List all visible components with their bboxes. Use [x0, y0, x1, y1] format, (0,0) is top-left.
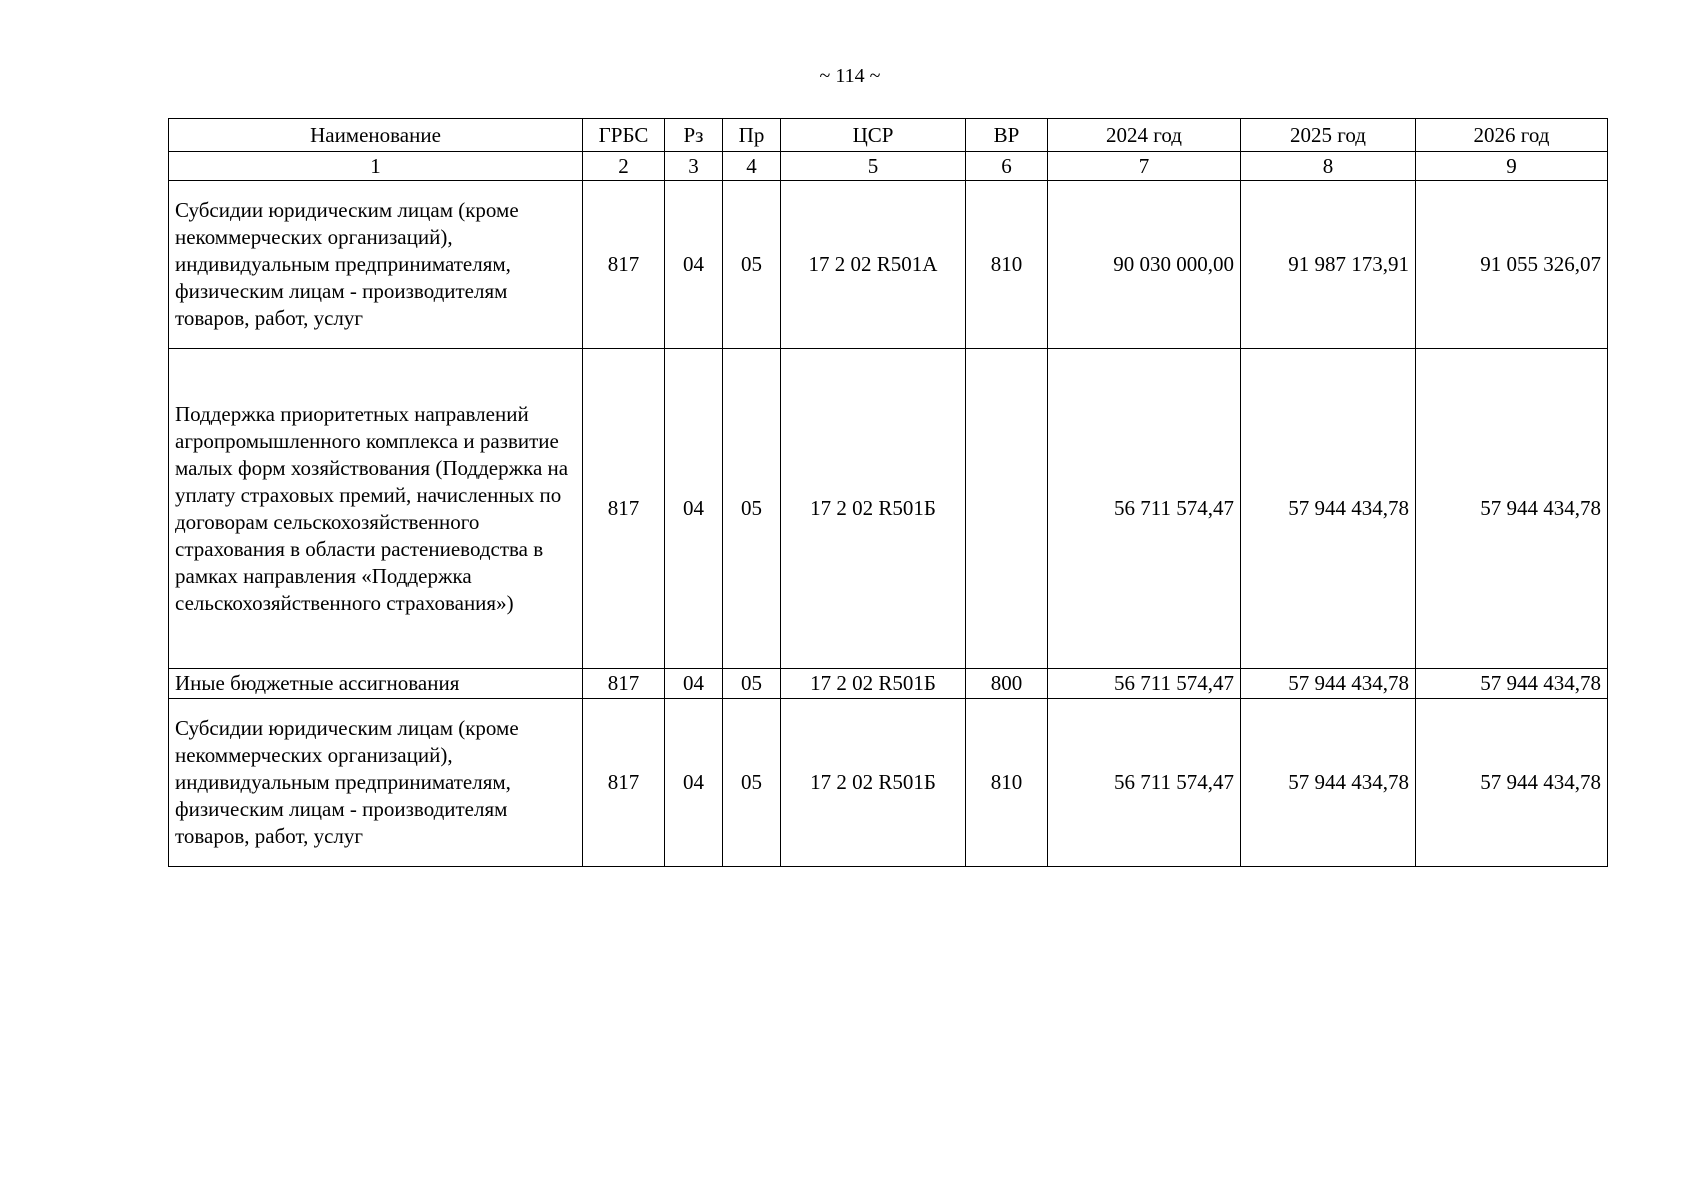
- row-amount-2024: 56 711 574,47: [1048, 349, 1241, 669]
- column-number-row: [169, 152, 1608, 181]
- column-number: 8: [1241, 152, 1416, 181]
- row-rz: 04: [665, 349, 723, 669]
- row-rz: 04: [665, 699, 723, 867]
- column-number: 2: [583, 152, 665, 181]
- row-name: Иные бюджетные ассигнования: [169, 669, 583, 699]
- row-name: Субсидии юридическим лицам (кроме некоммерческих организаций), индивидуальным предпринимателям, физическим лицам - производителям товаров, работ, услуг: [169, 181, 583, 349]
- row-csr: 17 2 02 R501Б: [781, 669, 966, 699]
- row-grbs: 817: [583, 349, 665, 669]
- column-number: 7: [1048, 152, 1241, 181]
- header-rz: Рз: [665, 119, 723, 152]
- row-amount-2024: 56 711 574,47: [1048, 669, 1241, 699]
- header-row: [169, 119, 1608, 152]
- budget-table: [168, 118, 1608, 867]
- row-csr: 17 2 02 R501А: [781, 181, 966, 349]
- header-2026: 2026 год: [1416, 119, 1608, 152]
- header-2024: 2024 год: [1048, 119, 1241, 152]
- row-rz: 04: [665, 669, 723, 699]
- row-amount-2026: 91 055 326,07: [1416, 181, 1608, 349]
- row-vr: 810: [966, 699, 1048, 867]
- row-grbs: 817: [583, 181, 665, 349]
- row-pr: 05: [723, 349, 781, 669]
- row-amount-2026: 57 944 434,78: [1416, 669, 1608, 699]
- row-grbs: 817: [583, 699, 665, 867]
- column-number: 3: [665, 152, 723, 181]
- column-number: 5: [781, 152, 966, 181]
- column-number: 4: [723, 152, 781, 181]
- row-amount-2025: 57 944 434,78: [1241, 669, 1416, 699]
- table-row: [169, 349, 1608, 669]
- table-row: [169, 699, 1608, 867]
- row-amount-2025: 57 944 434,78: [1241, 349, 1416, 669]
- page-number: ~ 114 ~: [819, 65, 881, 87]
- row-vr: 800: [966, 669, 1048, 699]
- row-name: Поддержка приоритетных направлений агропромышленного комплекса и развитие малых форм хозяйствования (Поддержка на уплату страховых премий, начисленных по договорам сельскохозяйственного страхования в области растениеводства в рамках направления «Поддержка сельскохозяйственного страхования»): [169, 349, 583, 669]
- row-pr: 05: [723, 669, 781, 699]
- header-csr: ЦСР: [781, 119, 966, 152]
- header-2025: 2025 год: [1241, 119, 1416, 152]
- row-amount-2024: 90 030 000,00: [1048, 181, 1241, 349]
- row-csr: 17 2 02 R501Б: [781, 699, 966, 867]
- row-vr: 810: [966, 181, 1048, 349]
- table-row: [169, 181, 1608, 349]
- row-csr: 17 2 02 R501Б: [781, 349, 966, 669]
- row-pr: 05: [723, 699, 781, 867]
- column-number: 1: [169, 152, 583, 181]
- row-grbs: 817: [583, 669, 665, 699]
- row-amount-2025: 91 987 173,91: [1241, 181, 1416, 349]
- row-amount-2025: 57 944 434,78: [1241, 699, 1416, 867]
- row-name: Субсидии юридическим лицам (кроме некоммерческих организаций), индивидуальным предпринимателям, физическим лицам - производителям товаров, работ, услуг: [169, 699, 583, 867]
- column-number: 6: [966, 152, 1048, 181]
- row-pr: 05: [723, 181, 781, 349]
- table-row: [169, 669, 1608, 699]
- header-name: Наименование: [169, 119, 583, 152]
- header-vr: ВР: [966, 119, 1048, 152]
- row-amount-2024: 56 711 574,47: [1048, 699, 1241, 867]
- header-pr: Пр: [723, 119, 781, 152]
- row-vr: [966, 349, 1048, 669]
- row-amount-2026: 57 944 434,78: [1416, 699, 1608, 867]
- header-grbs: ГРБС: [583, 119, 665, 152]
- column-number: 9: [1416, 152, 1608, 181]
- row-rz: 04: [665, 181, 723, 349]
- row-amount-2026: 57 944 434,78: [1416, 349, 1608, 669]
